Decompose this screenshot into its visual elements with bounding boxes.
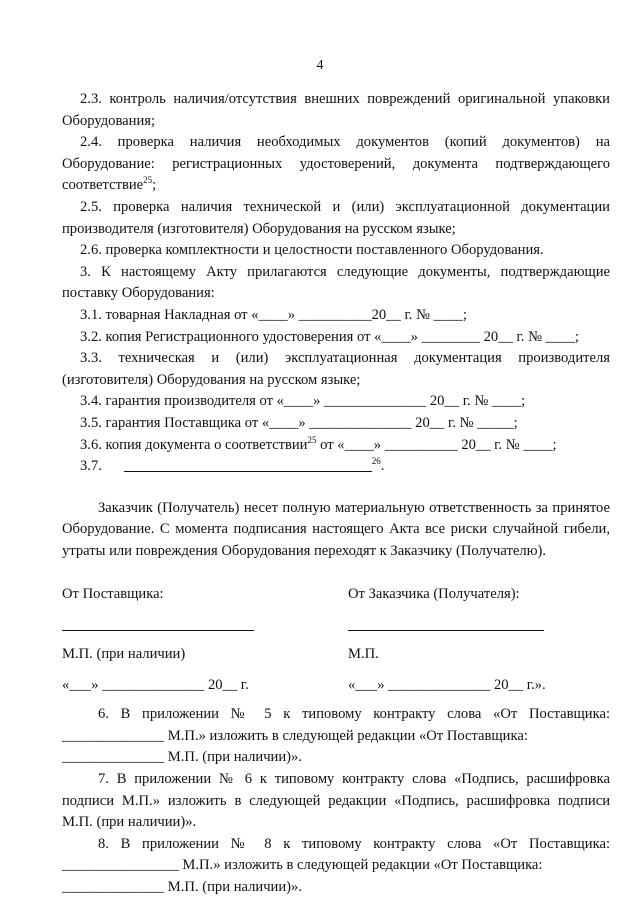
footnote-ref-25: 25 [307,434,317,445]
amendment-6: 6. В приложении № 5 к типовому контракту слова «От Поставщика: ______________ М.П.» изложить в следующей редакции «От Поставщика: [62,706,610,744]
item-2-5: 2.5. проверка наличия технической и (или) эксплуатационной документации производителя (изготовителя) Оборудования на русском языке; [62,198,610,237]
footnote-ref-26: 26 [371,456,381,467]
item-3: 3. К настоящему Акту прилагаются следующие документы, подтверждающие поставку Оборудования: [62,263,610,302]
item-3-7-end: . [380,458,385,475]
item-3-7 [62,456,610,478]
customer-stamp: М.П. [348,646,379,663]
item-2-4 [62,132,610,197]
item-2-4-end: ; [152,177,157,194]
item-3-1: 3.1. товарная Накладная от «____» __________20__ г. № ____; [80,306,467,323]
customer-signature-line [348,616,544,631]
signature-block [62,584,610,696]
supplier-signature-line [62,616,254,631]
item-3-5: 3.5. гарантия Поставщика от «____» ______________ 20__ г. № _____; [80,414,518,431]
item-3-6-end: от «____» __________ 20__ г. № ____; [316,436,557,453]
footnote-ref-25: 25 [143,175,153,186]
item-3-4: 3.4. гарантия производителя от «____» ______________ 20__ г. № ____; [80,393,526,410]
item-3-7-number: 3.7. [80,458,102,475]
item-3-2: 3.2. копия Регистрационного удостоверения от «____» ________ 20__ г. № ____; [80,328,579,345]
supplier-date: «___» ______________ 20__ г. [62,676,249,693]
page-number: 4 [316,58,324,73]
supplier-signature [62,584,332,696]
item-2-3: 2.3. контроль наличия/отсутствия внешних повреждений оригинальной упаковки Оборудования; [62,91,610,129]
supplier-stamp: М.П. (при наличии) [62,646,186,663]
blank-line [124,458,372,472]
item-3-3: 3.3. техническая и (или) эксплуатационная документация производителя (изготовителя) Оборудования на русском языке; [62,350,610,388]
customer-label: От Заказчика (Получателя): [348,586,520,603]
document-body [62,89,610,899]
amendment-7: 7. В приложении № 6 к типовому контракту слова «Подпись, расшифровка подписи М.П.» изложить в следующей редакции «Подпись, расшифровка подписи М.П. (при наличии)». [62,771,610,831]
supplier-label: От Поставщика: [62,586,164,603]
item-3-6-text: 3.6. копия документа о соответствии [80,436,308,453]
amendment-6-cont: ______________ М.П. (при наличии)». [62,749,302,766]
item-2-6: 2.6. проверка комплектности и целостности поставленного Оборудования. [80,242,544,259]
customer-signature [348,584,610,696]
liability-paragraph: Заказчик (Получатель) несет полную материальную ответственность за принятое Оборудование. С момента подписания настоящего Акта все риски случайной гибели, утраты или повреждения Оборудования переходят к Заказчику (Получателю). [62,499,610,559]
item-2-4-text: 2.4. проверка наличия необходимых документов (копий документов) на Оборудование: регистрационных удостоверений, документа подтверждающего соответствие [62,134,610,194]
amendment-8: 8. В приложении № 8 к типовому контракту слова «От Поставщика: ________________ М.П.» изложить в следующей редакции «От Поставщика: [62,835,610,874]
item-3-6 [62,435,610,457]
amendment-8-cont: ______________ М.П. (при наличии)». [62,879,302,895]
customer-date: «___» ______________ 20__ г.». [348,676,546,693]
